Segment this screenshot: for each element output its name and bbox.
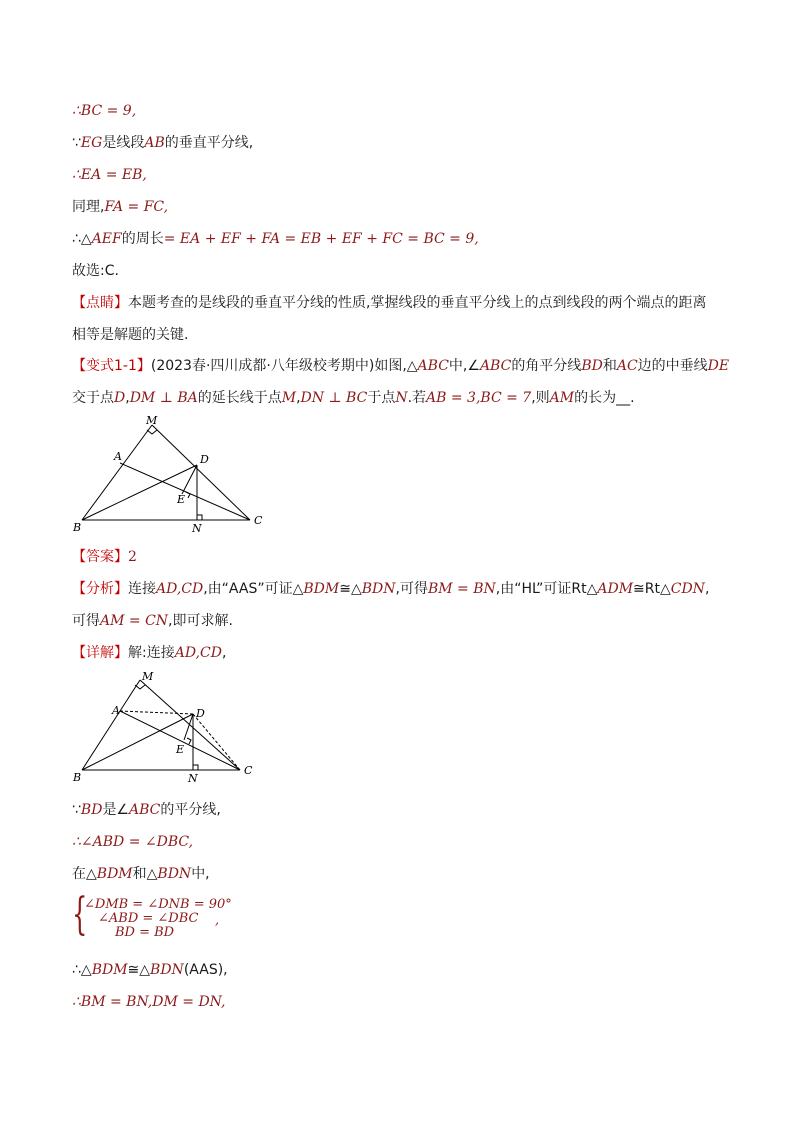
text-line: 相等是解题的关键. [72,327,189,343]
system-comma: , [215,913,220,928]
text-line: ∴△BDM≅△BDN(AAS), [72,962,228,978]
text-line: ∴∠ABD = ∠DBC, [72,834,194,850]
brace-symbol: { [72,889,88,940]
text-line: 【详解】解:连接AD,CD, [72,645,227,661]
label-D: D [200,453,209,466]
system-row-3: BD = BD [115,925,175,940]
label-D: D [196,707,205,720]
label-A: A [112,704,120,717]
label-E: E [176,743,185,756]
text-line: 【分析】连接AD,CD,由“AAS”可证△BDM≅△BDN,可得BM = BN,由“HL”可证Rt△ADM≅Rt△CDN, [72,581,710,597]
text-line: ∵EG是线段AB的垂直平分线, [72,135,254,151]
geometry-figure-2 [72,668,262,788]
label-C: C [244,764,253,777]
label-C: C [254,514,263,527]
text-line: 同理,FA = FC, [72,199,169,215]
text-line: ∴△AEF的周长= EA + EF + FA = EB + EF + FC = BC = 9, [72,231,479,247]
label-N: N [188,772,198,785]
text-line: 【点睛】本题考查的是线段的垂直平分线的性质,掌握线段的垂直平分线上的点到线段的两个端点的距离 [72,295,707,311]
label-M: M [146,414,158,427]
label-N: N [192,522,202,535]
text-line: 在△BDM和△BDN中, [72,866,210,882]
equation-system [72,889,232,942]
geometry-figure-1 [72,414,272,538]
label-E: E [177,493,186,506]
text-line: ∴BC = 9, [72,103,137,119]
text-line: ∴EA = EB, [72,167,147,183]
text-line: 可得AM = CN,即可求解. [72,613,233,629]
text-line: ∴BM = BN,DM = DN, [72,994,226,1010]
label-B: B [73,771,82,784]
text-line: 【变式1-1】(2023春·四川成都·八年级校考期中)如图,△ABC中,∠ABC的角平分线BD和AC边的中垂线DE [72,358,730,374]
text-line: 交于点D,DM ⊥ BA的延长线于点M,DN ⊥ BC于点N.若AB = 3,BC = 7,则AM的长为__. [72,390,635,406]
label-B: B [73,521,82,534]
text-line: ∵BD是∠ABC的平分线, [72,802,221,818]
label-M: M [142,670,154,683]
label-A: A [114,450,122,463]
system-row-2: ∠ABD = ∠DBC [98,911,199,926]
text-line: 【答案】2 [72,549,137,565]
text-line: 故选:C. [72,263,119,279]
system-row-1: ∠DMB = ∠DNB = 90° [84,897,232,912]
